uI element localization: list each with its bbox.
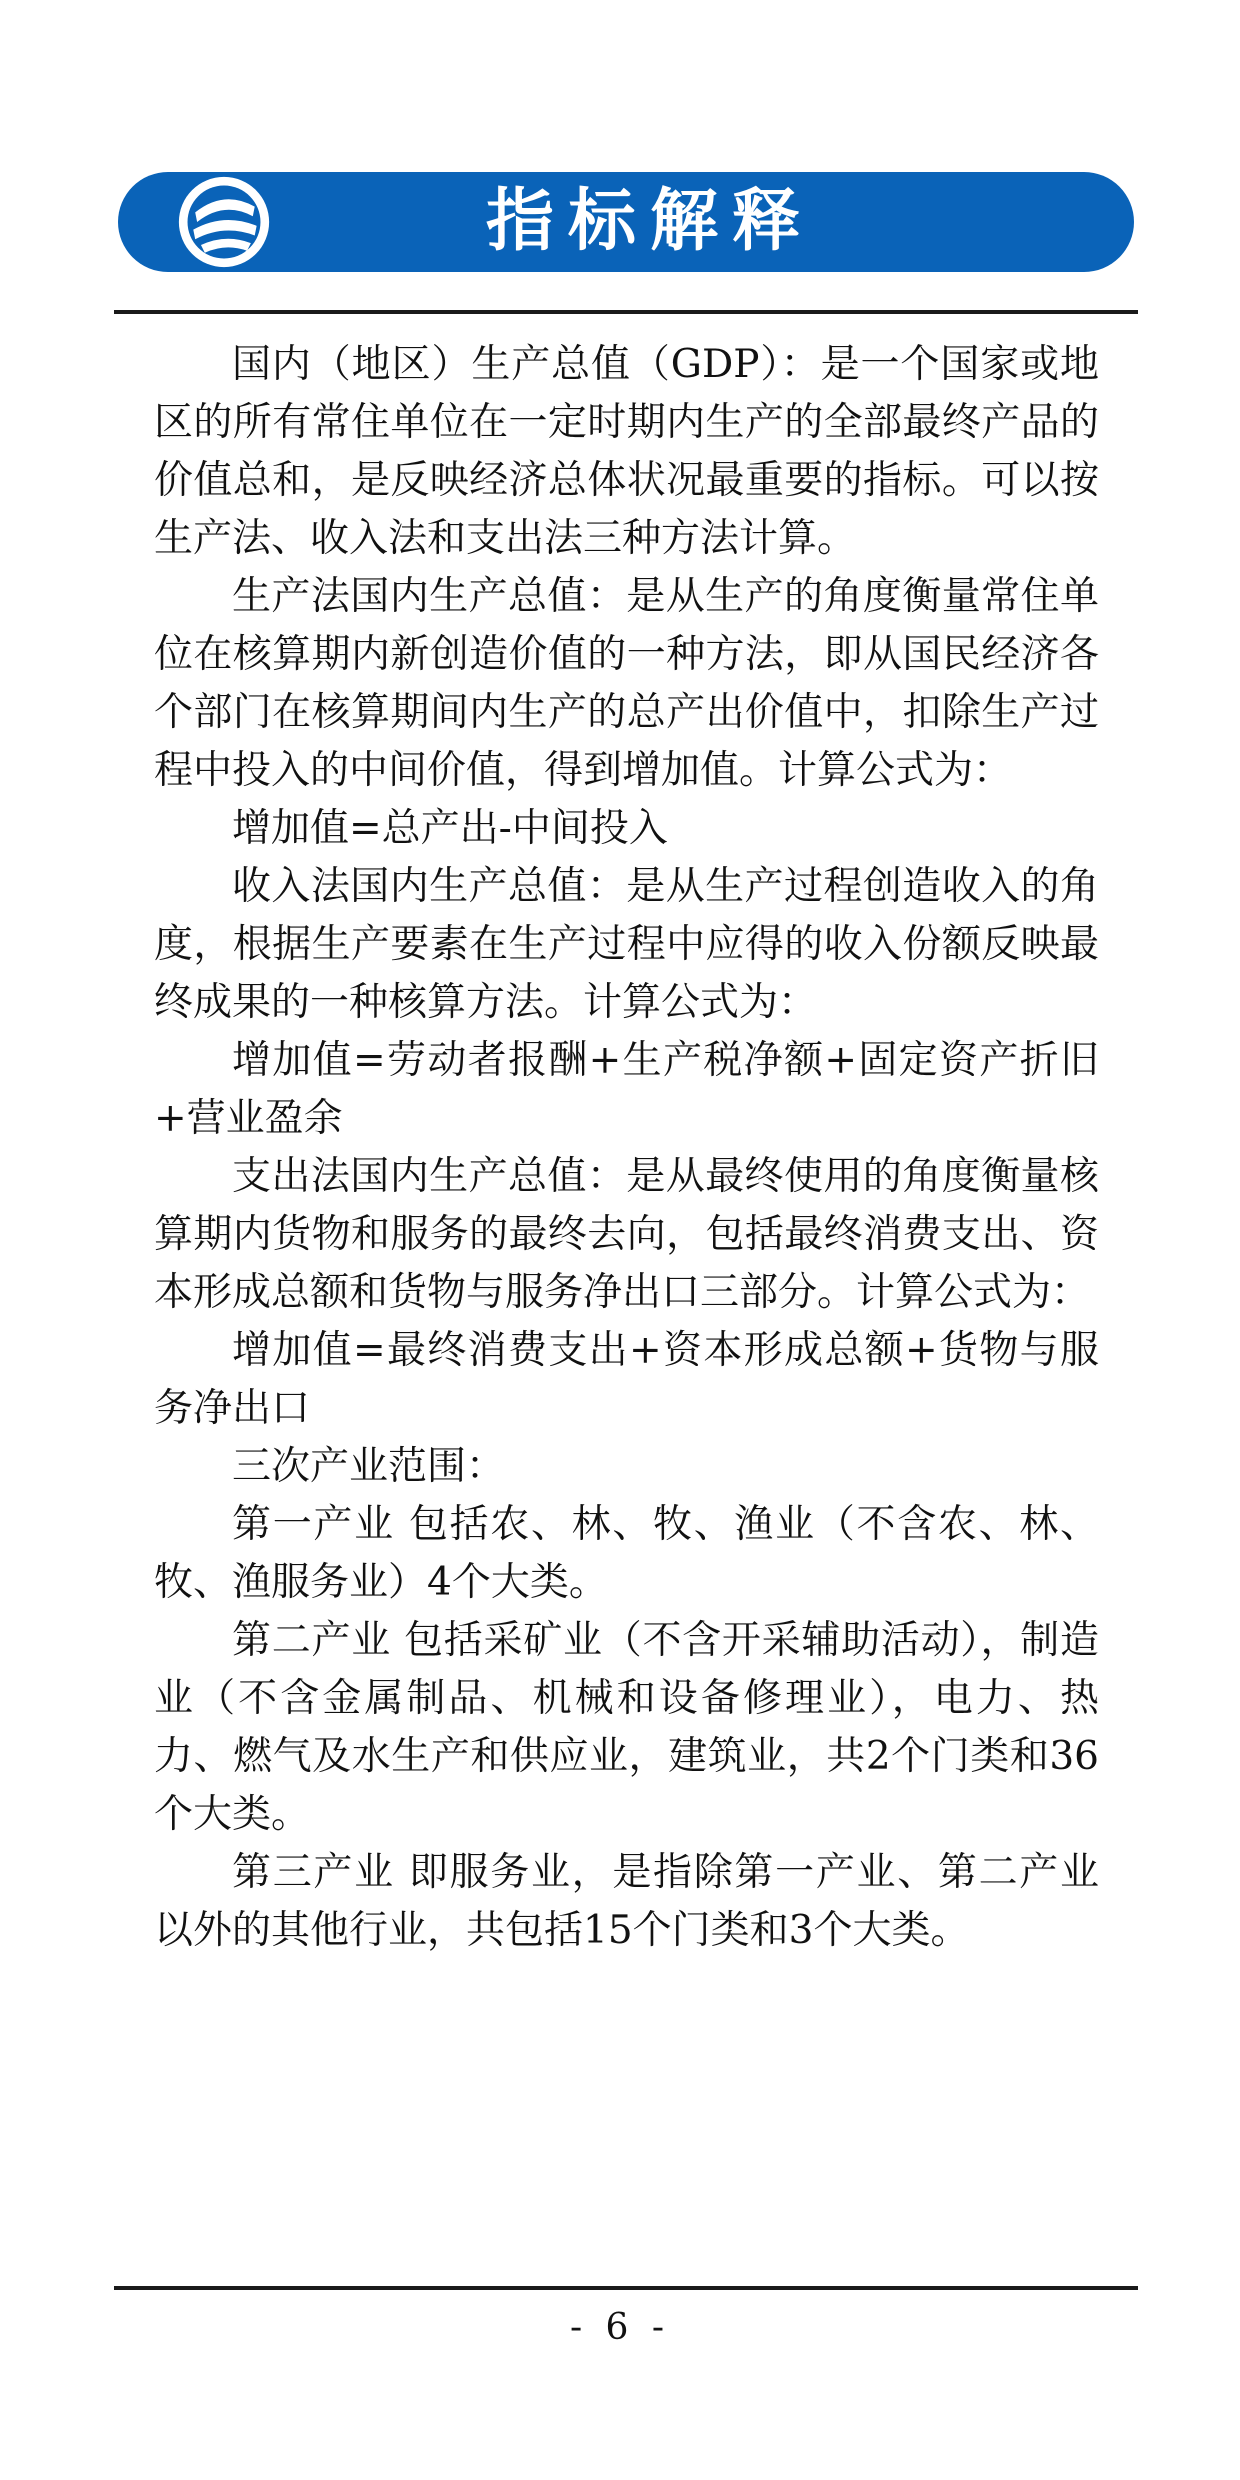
statistics-logo-icon [176, 174, 272, 270]
paragraph-expenditure-formula: 增加值=最终消费支出+资本形成总额+货物与服务净出口 [154, 1328, 1099, 1431]
paragraph-primary-industry: 第一产业 包括农、林、牧、渔业（不含农、林、牧、渔服务业）4个大类。 [154, 1502, 1099, 1605]
paragraph-expenditure-approach: 支出法国内生产总值：是从最终使用的角度衡量核算期内货物和服务的最终去向，包括最终消费支出、资本形成总额和货物与服务净出口三部分。计算公式为： [154, 1154, 1099, 1315]
paragraph-industry-scope: 三次产业范围： [232, 1444, 506, 1489]
paragraph-income-formula: 增加值=劳动者报酬+生产税净额+固定资产折旧+营业盈余 [154, 1038, 1099, 1141]
page-title: 指标解释 [485, 182, 814, 261]
paragraph-tertiary-industry: 第三产业 即服务业，是指除第一产业、第二产业以外的其他行业，共包括15个门类和3个大类。 [154, 1850, 1099, 1953]
top-divider [114, 310, 1138, 314]
bottom-divider [114, 2286, 1138, 2290]
page-number: - 6 - [569, 2307, 671, 2348]
paragraph-production-formula: 增加值=总产出-中间投入 [232, 806, 668, 851]
paragraph-gdp-definition: 国内（地区）生产总值（GDP）：是一个国家或地区的所有常住单位在一定时期内生产的全部最终产品的价值总和，是反映经济总体状况最重要的指标。可以按生产法、收入法和支出法三种方法计算。 [154, 342, 1099, 561]
document-body [154, 336, 1099, 1960]
paragraph-income-approach: 收入法国内生产总值：是从生产过程创造收入的角度，根据生产要素在生产过程中应得的收入份额反映最终成果的一种核算方法。计算公式为： [154, 864, 1099, 1025]
paragraph-secondary-industry: 第二产业 包括采矿业（不含开采辅助活动），制造业（不含金属制品、机械和设备修理业），电力、热力、燃气及水生产和供应业，建筑业，共2个门类和36个大类。 [154, 1618, 1099, 1837]
paragraph-production-approach: 生产法国内生产总值：是从生产的角度衡量常住单位在核算期内新创造价值的一种方法，即从国民经济各个部门在核算期间内生产的总产出价值中，扣除生产过程中投入的中间价值，得到增加值。计算公式为： [154, 574, 1099, 793]
